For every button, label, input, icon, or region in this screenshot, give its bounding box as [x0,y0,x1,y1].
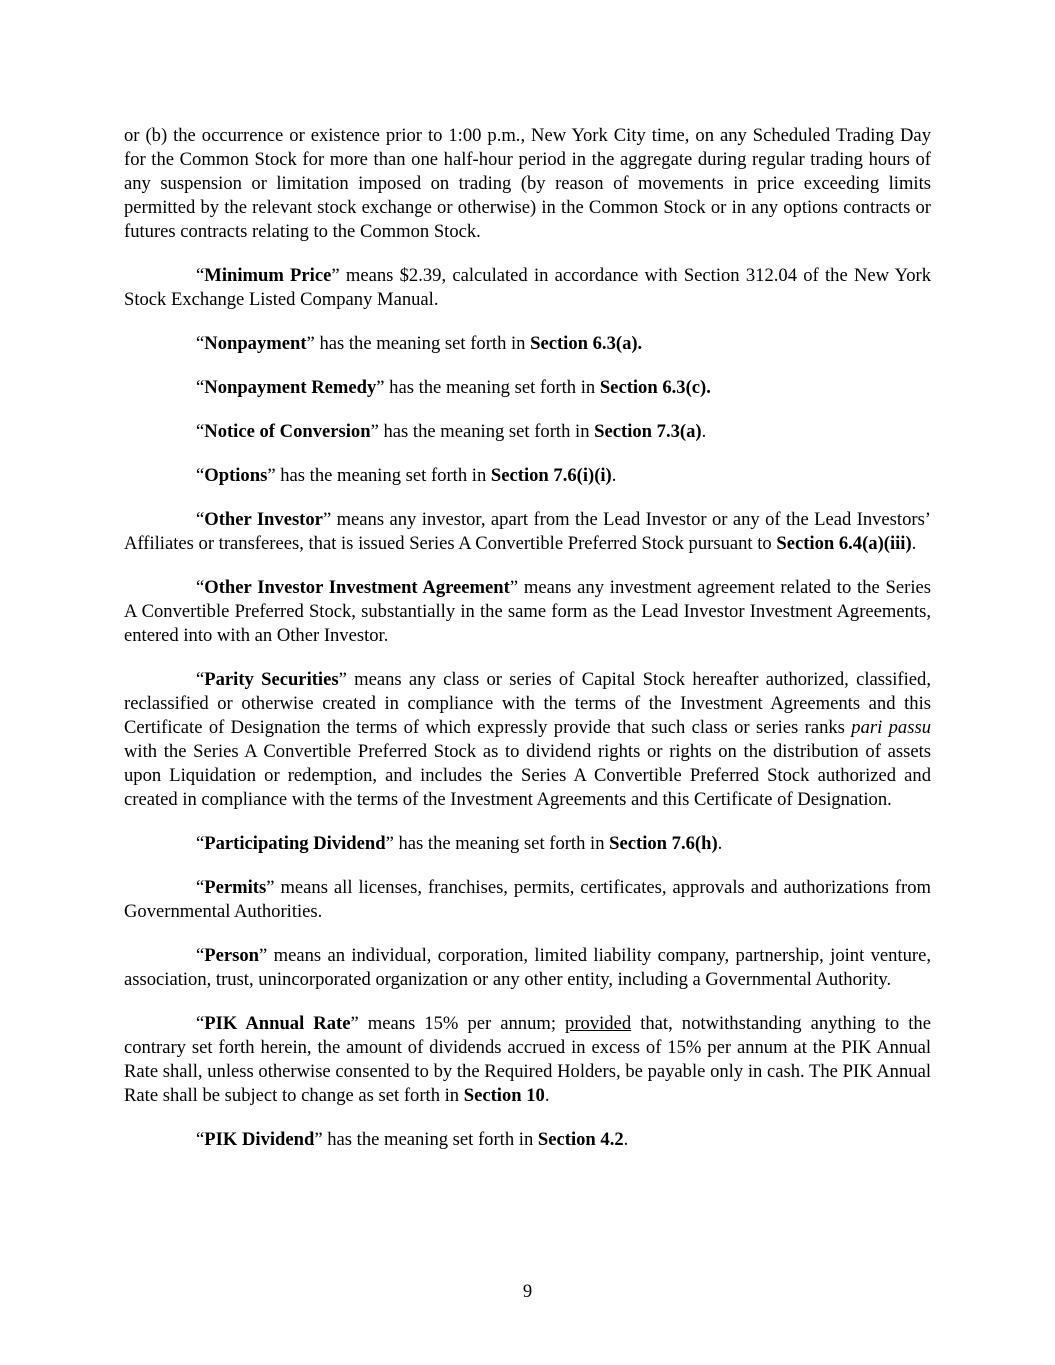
text-run: “ [196,877,205,898]
bold-term: PIK Dividend [204,1129,315,1150]
bold-term: Section 7.6(i)(i) [490,465,612,486]
text-run: ” means any class or series of Capital Stock hereafter authorized, classified, reclassified or otherwise created in compliance with the terms of the Investment Agreements and this Certificate of Designation the terms of which expressly provide that such class or series ranks [124,669,931,738]
text-run: “ [196,833,205,854]
text-run: . [701,421,707,442]
text-run: ” means $2.39, calculated in accordance with Section 312.04 of the New York Stock Exchange Listed Company Manual. [124,265,931,310]
text-run: “ [196,465,205,486]
text-run: ” has the meaning set forth in [314,1129,538,1150]
text-run: . [717,833,723,854]
text-run: ” has the meaning set forth in [385,833,610,854]
bold-term: Options [204,465,268,486]
bold-term: Nonpayment [204,333,307,354]
bold-term: Section 6.3(c). [599,377,711,398]
definition-person [124,944,931,992]
bold-term: Participating Dividend [204,833,386,854]
text-run: “ [196,265,205,286]
bold-term: Other Investor [204,509,323,530]
text-run: “ [196,577,205,598]
italic-phrase: pari passu [851,717,931,738]
definition-other-investor [124,508,931,556]
definition-pik-annual-rate [124,1012,931,1108]
text-run: “ [196,421,205,442]
text-run: ” has the meaning set forth in [267,465,491,486]
text-run: “ [196,669,205,690]
text-run: ” means an individual, corporation, limited liability company, partnership, joint venture, association, trust, unincorporated organization or any other entity, including a Governmental Authority. [124,945,931,990]
text-run: “ [196,509,205,530]
text-run: ” has the meaning set forth in [306,333,531,354]
text-run: ” means all licenses, franchises, permits, certificates, approvals and authorizations from Governmental Authorities. [124,877,931,922]
definition-options [124,464,931,488]
text-run: “ [196,1013,205,1034]
text-run: . [911,533,917,554]
text-run: ” means 15% per annum; [350,1013,566,1034]
definition-permits [124,876,931,924]
text-run: with the Series A Convertible Preferred Stock as to dividend rights or rights on the distribution of assets upon Liquidation or redemption, and includes the Series A Convertible Preferred Stock authorized and created in compliance with the terms of the Investment Agreements and this Certificate of Designation. [124,741,931,810]
bold-term: Section 6.3(a). [530,333,643,354]
definition-other-investor-investment-agreement [124,576,931,648]
bold-term: Section 7.3(a) [594,421,702,442]
text-run: . [611,465,617,486]
bold-term: Minimum Price [204,265,332,286]
bold-term: Section 4.2 [537,1129,624,1150]
bold-term: Section 6.4(a)(iii) [776,533,912,554]
bold-term: Section 7.6(h) [609,833,718,854]
definition-notice-of-conversion [124,420,931,444]
bold-term: Other Investor Investment Agreement [204,577,510,598]
text-run: “ [196,377,205,398]
text-run: ” has the meaning set forth in [376,377,600,398]
bold-term: Permits [204,877,267,898]
bold-term: Section 10 [463,1085,545,1106]
underlined-word: provided [565,1013,632,1034]
text-run: “ [196,945,205,966]
text-run: that, notwithstanding anything to the contrary set forth herein, the amount of dividends accrued in excess of 15% per annum at the PIK Annual Rate shall, unless otherwise consented to by the Required Holders, be payable only in cash. The PIK Annual Rate shall be subject to change as set forth in [124,1013,931,1106]
text-run: . [623,1129,629,1150]
definitions-body [124,124,931,1152]
definition-minimum-price [124,264,931,312]
bold-term: Nonpayment Remedy [204,377,377,398]
text-run: . [544,1085,550,1106]
bold-term: Notice of Conversion [204,421,371,442]
text-run: ” means any investment agreement related to the Series A Convertible Preferred Stock, substantially in the same form as the Lead Investor Investment Agreements, entered into with an Other Investor. [124,577,931,646]
bold-term: PIK Annual Rate [204,1013,351,1034]
definition-participating-dividend [124,832,931,856]
text-run: “ [196,333,205,354]
definition-parity-securities [124,668,931,812]
bold-term: Person [204,945,260,966]
bold-term: Parity Securities [204,669,339,690]
text-run: or (b) the occurrence or existence prior to 1:00 p.m., New York City time, on any Scheduled Trading Day for the Common Stock for more than one half-hour period in the aggregate during regular trading hours of any suspension or limitation imposed on trading (by reason of movements in price exceeding limits permitted by the relevant stock exchange or otherwise) in the Common Stock or in any options contracts or futures contracts relating to the Common Stock. [124,125,931,242]
text-run: “ [196,1129,205,1150]
continuation-market-disruption [124,124,931,244]
text-run: ” means any investor, apart from the Lead Investor or any of the Lead Investors’ Affiliates or transferees, that is issued Series A Convertible Preferred Stock pursuant to [124,509,932,554]
definition-pik-dividend [124,1128,931,1152]
definition-nonpayment-remedy [124,376,931,400]
page-number: 9 [522,1281,533,1302]
document-page [124,124,931,1172]
definition-nonpayment [124,332,931,356]
text-run: ” has the meaning set forth in [370,421,595,442]
